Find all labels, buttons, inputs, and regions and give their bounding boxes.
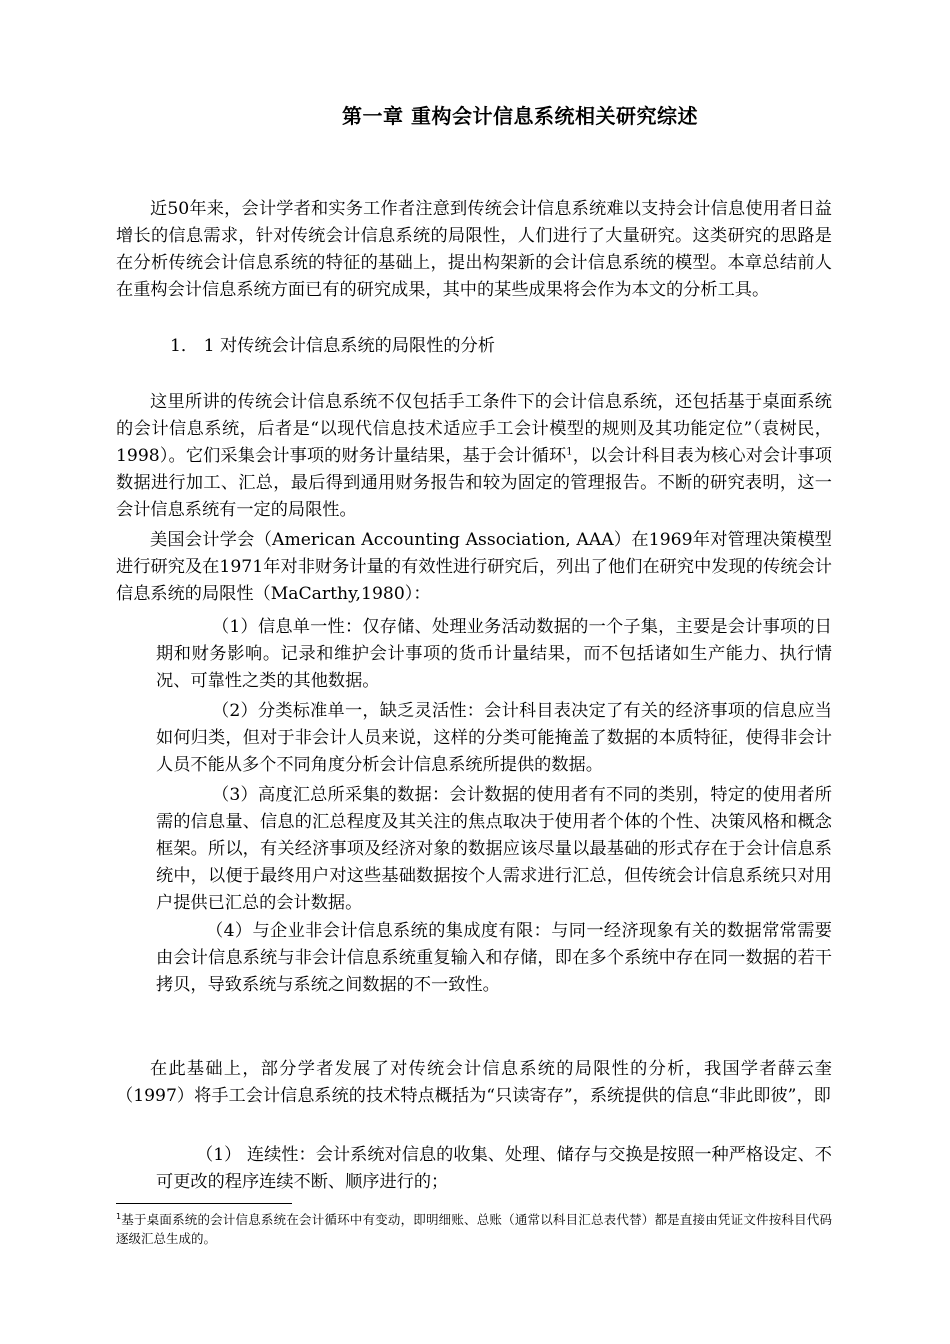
limitation-item: （1）信息单一性：仅存储、处理业务活动数据的一个子集，主要是会计事项的日期和财务影响。记录和维护会计事项的货币计量结果，而不包括诸如生产能力、执行情况、可靠性之类的其他数据。: [156, 617, 832, 691]
paragraph-text-before-footnote: 这里所讲的传统会计信息系统不仅包括手工条件下的会计信息系统，还包括基于桌面系统的会计信息系统，后者是“以现代信息技术适应手工会计模型的规则及其功能定位”（袁树民，1998）。它们采集会计事项的财务计量结果，基于会计循环: [116, 392, 832, 466]
footnote-marker: 1: [116, 1211, 122, 1221]
paragraph-xue-yunkui: 在此基础上，部分学者发展了对传统会计信息系统的局限性的分析，我国学者薛云奎（1997）将手工会计信息系统的技术特点概括为“只读寄存”，系统提供的信息“非此即彼”，即: [116, 1059, 832, 1106]
paragraph-text-after-footnote: ，以会计科目表为核心对会计事项数据进行加工、汇总，最后得到通用财务报告和较为固定的管理报告。不断的研究表明，这一会计信息系统有一定的局限性。: [116, 446, 832, 520]
limitation-item: （3）高度汇总所采集的数据：会计数据的使用者有不同的类别，特定的使用者所需的信息量、信息的汇总程度及其关注的焦点取决于使用者个体的个性、决策风格和概念框架。所以，有关经济事项及经济对象的数据应该尽量以最基础的形式存在于会计信息系统中，以便于最终用户对这些基础数据按个人需求进行汇总，但传统会计信息系统只对用户提供已汇总的会计数据。: [156, 785, 832, 913]
footnote-text: 基于桌面系统的会计信息系统在会计循环中有变动，即明细账、总账（通常以科目汇总表代替）都是直接由凭证文件按科目代码逐级汇总生成的。: [116, 1212, 832, 1246]
section-heading: 1． 1 对传统会计信息系统的局限性的分析: [170, 336, 495, 356]
intro-paragraph: 近50年来，会计学者和实务工作者注意到传统会计信息系统难以支持会计信息使用者日益增长的信息需求，针对传统会计信息系统的局限性，人们进行了大量研究。这类研究的思路是在分析传统会计信息系统的特征的基础上，提出构架新的会计信息系统的模型。本章总结前人在重构会计信息系统方面已有的研究成果，其中的某些成果将会作为本文的分析工具。: [116, 199, 832, 300]
footnote-reference: 1: [566, 446, 573, 458]
chapter-title: 第一章 重构会计信息系统相关研究综述: [342, 104, 698, 128]
limitation-item: （2）分类标准单一，缺乏灵活性：会计科目表决定了有关的经济事项的信息应当如何归类，但对于非会计人员来说，这样的分类可能掩盖了数据的本质特征，使得非会计人员不能从多个不同角度分析会计信息系统所提供的数据。: [156, 701, 832, 775]
paragraph-aaa-research: 美国会计学会（American Accounting Association, AAA）在1969年对管理决策模型进行研究及在1971年对非财务计量的有效性进行研究后，列出了他们在研究中发现的传统会计信息系统的局限性（MaCarthy,1980）：: [116, 530, 832, 604]
footnote: [116, 1210, 832, 1248]
paragraph-traditional-system: [116, 389, 832, 524]
limitation-item: （4）与企业非会计信息系统的集成度有限：与同一经济现象有关的数据常常需要由会计信息系统与非会计信息系统重复输入和存储，即在多个系统中存在同一数据的若干拷贝，导致系统与系统之间数据的不一致性。: [156, 921, 832, 995]
footnote-separator: [116, 1203, 292, 1204]
feature-item-continuity: （1） 连续性：会计系统对信息的收集、处理、储存与交换是按照一种严格设定、不可更改的程序连续不断、顺序进行的；: [156, 1145, 832, 1192]
